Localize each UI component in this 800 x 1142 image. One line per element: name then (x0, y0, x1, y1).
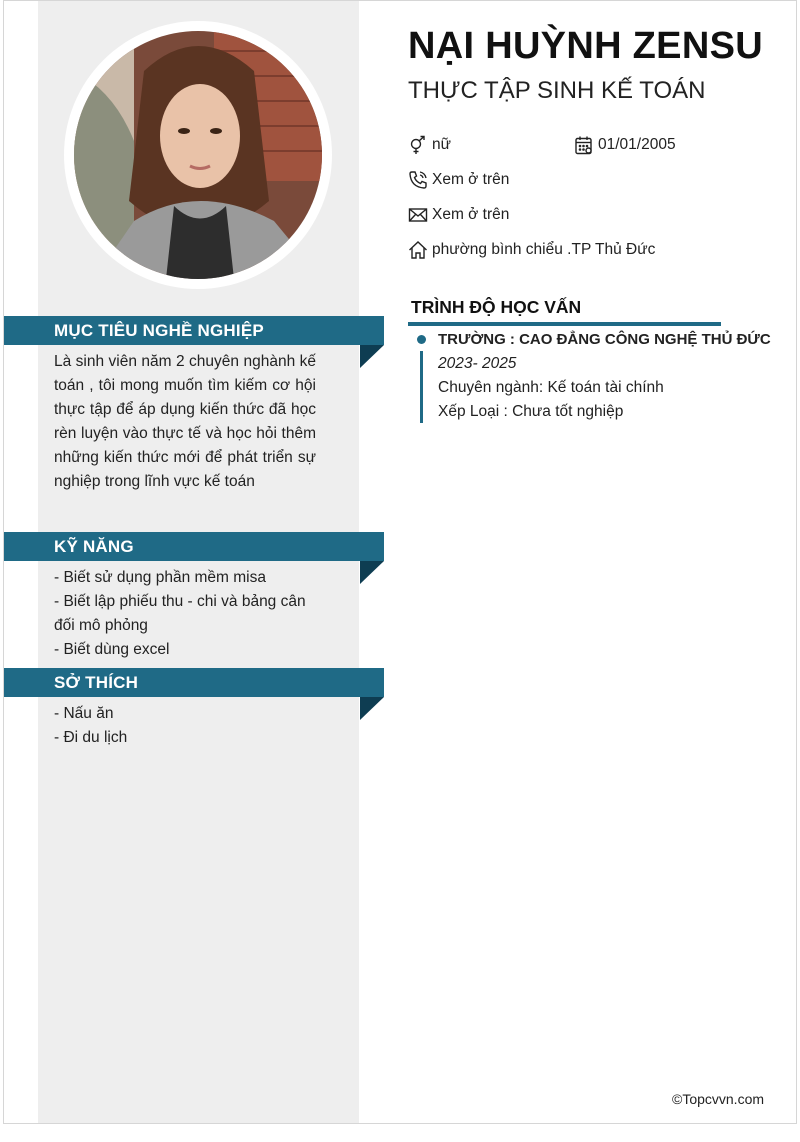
skills-heading: KỸ NĂNG (54, 537, 134, 556)
education-major: Chuyên ngành: Kế toán tài chính (438, 379, 664, 396)
dob-value: 01/01/2005 (598, 136, 676, 153)
mail-icon (408, 205, 428, 225)
job-title: THỰC TẬP SINH KẾ TOÁN (408, 77, 706, 104)
hobbies-heading: SỞ THÍCH (54, 673, 139, 692)
footer-credit: ©Topcvvn.com (672, 1091, 765, 1107)
dob-row (574, 135, 676, 155)
skills-heading-fold (360, 561, 384, 584)
address-row (408, 240, 655, 260)
skill-item: - Biết sử dụng phần mềm misa (54, 569, 266, 586)
address-value: phường bình chiểu .TP Thủ Đức (432, 241, 656, 258)
skill-item: - Biết lập phiếu thu - chi và bảng cân đối mô phỏng (54, 593, 306, 634)
education-years: 2023- 2025 (438, 355, 517, 372)
calendar-icon (574, 135, 594, 155)
email-value: Xem ở trên (432, 206, 510, 223)
gender-row (408, 135, 451, 155)
phone-value: Xem ở trên (432, 171, 510, 188)
objective-heading-fold (360, 345, 384, 368)
objective-text: Là sinh viên năm 2 chuyên nghành kế toán , tôi mong muốn tìm kiếm cơ hội thực tập để áp dụng kiến thức đã học rèn luyện vào thực tế và học hỏi thêm những kiến thức mới để phát triển sự nghiệp trong lĩnh vực kế toán (54, 353, 316, 490)
timeline-bar (420, 351, 423, 423)
hobbies-heading-fold (360, 697, 384, 720)
cv-page (3, 0, 797, 1124)
hobby-item: - Đi du lịch (54, 729, 128, 746)
objective-heading: MỤC TIÊU NGHỀ NGHIỆP (54, 321, 264, 340)
gender-icon (408, 135, 428, 155)
gender-value: nữ (432, 136, 451, 153)
education-heading-underline (408, 322, 721, 326)
hobby-item: - Nấu ăn (54, 705, 114, 722)
hobbies-heading-bar (4, 668, 384, 697)
skills-list (54, 566, 316, 662)
education-rank: Xếp Loại : Chưa tốt nghiệp (438, 403, 624, 420)
phone-row (408, 170, 509, 190)
education-heading: TRÌNH ĐỘ HỌC VẤN (411, 297, 582, 317)
email-row (408, 205, 509, 225)
phone-icon (408, 170, 428, 190)
hobbies-list (54, 702, 316, 750)
candidate-name: NẠI HUỲNH ZENSU (408, 25, 763, 67)
skills-heading-bar (4, 532, 384, 561)
timeline-dot (417, 335, 426, 344)
home-icon (408, 240, 428, 260)
avatar (64, 21, 332, 289)
objective-heading-bar (4, 316, 384, 345)
skill-item: - Biết dùng excel (54, 641, 170, 658)
profile-photo (74, 31, 322, 279)
education-school: TRƯỜNG : CAO ĐẲNG CÔNG NGHỆ THỦ ĐỨC (438, 331, 771, 348)
